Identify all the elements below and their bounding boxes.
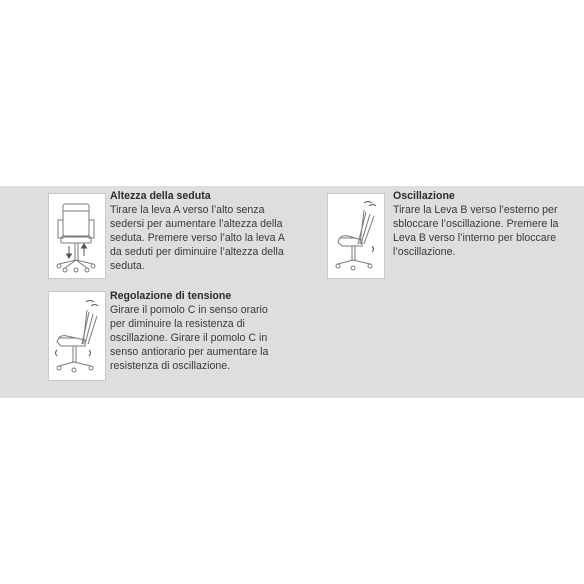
instruction-body: Girare il pomolo C in senso orario per diminuire la resistenza di oscillazione. Girare il pomolo C in senso antiorario per aumentare la resistenza di oscillazione. — [110, 303, 269, 372]
instruction-body: Tirare la Leva B verso l’esterno per sbloccare l’oscillazione. Premere la Leva B verso l’interno per bloccare l’oscillazione. — [393, 203, 559, 258]
chair-tension-icon — [48, 291, 106, 381]
instruction-body: Tirare la leva A verso l’alto senza sedersi per aumentare l’altezza della seduta. Premere verso l’alto la leva A da seduti per diminuire l’altezza della seduta. — [110, 203, 285, 272]
chair-height-icon — [48, 193, 106, 279]
instruction-title: Regolazione di tensione — [110, 290, 232, 302]
instruction-title: Oscillazione — [393, 190, 455, 202]
chair-tilt-icon — [327, 193, 385, 279]
instruction-title: Altezza della seduta — [110, 190, 211, 202]
instruction-tensione — [110, 290, 325, 373]
instruction-oscillazione — [393, 190, 578, 260]
instruction-altezza — [110, 190, 315, 273]
